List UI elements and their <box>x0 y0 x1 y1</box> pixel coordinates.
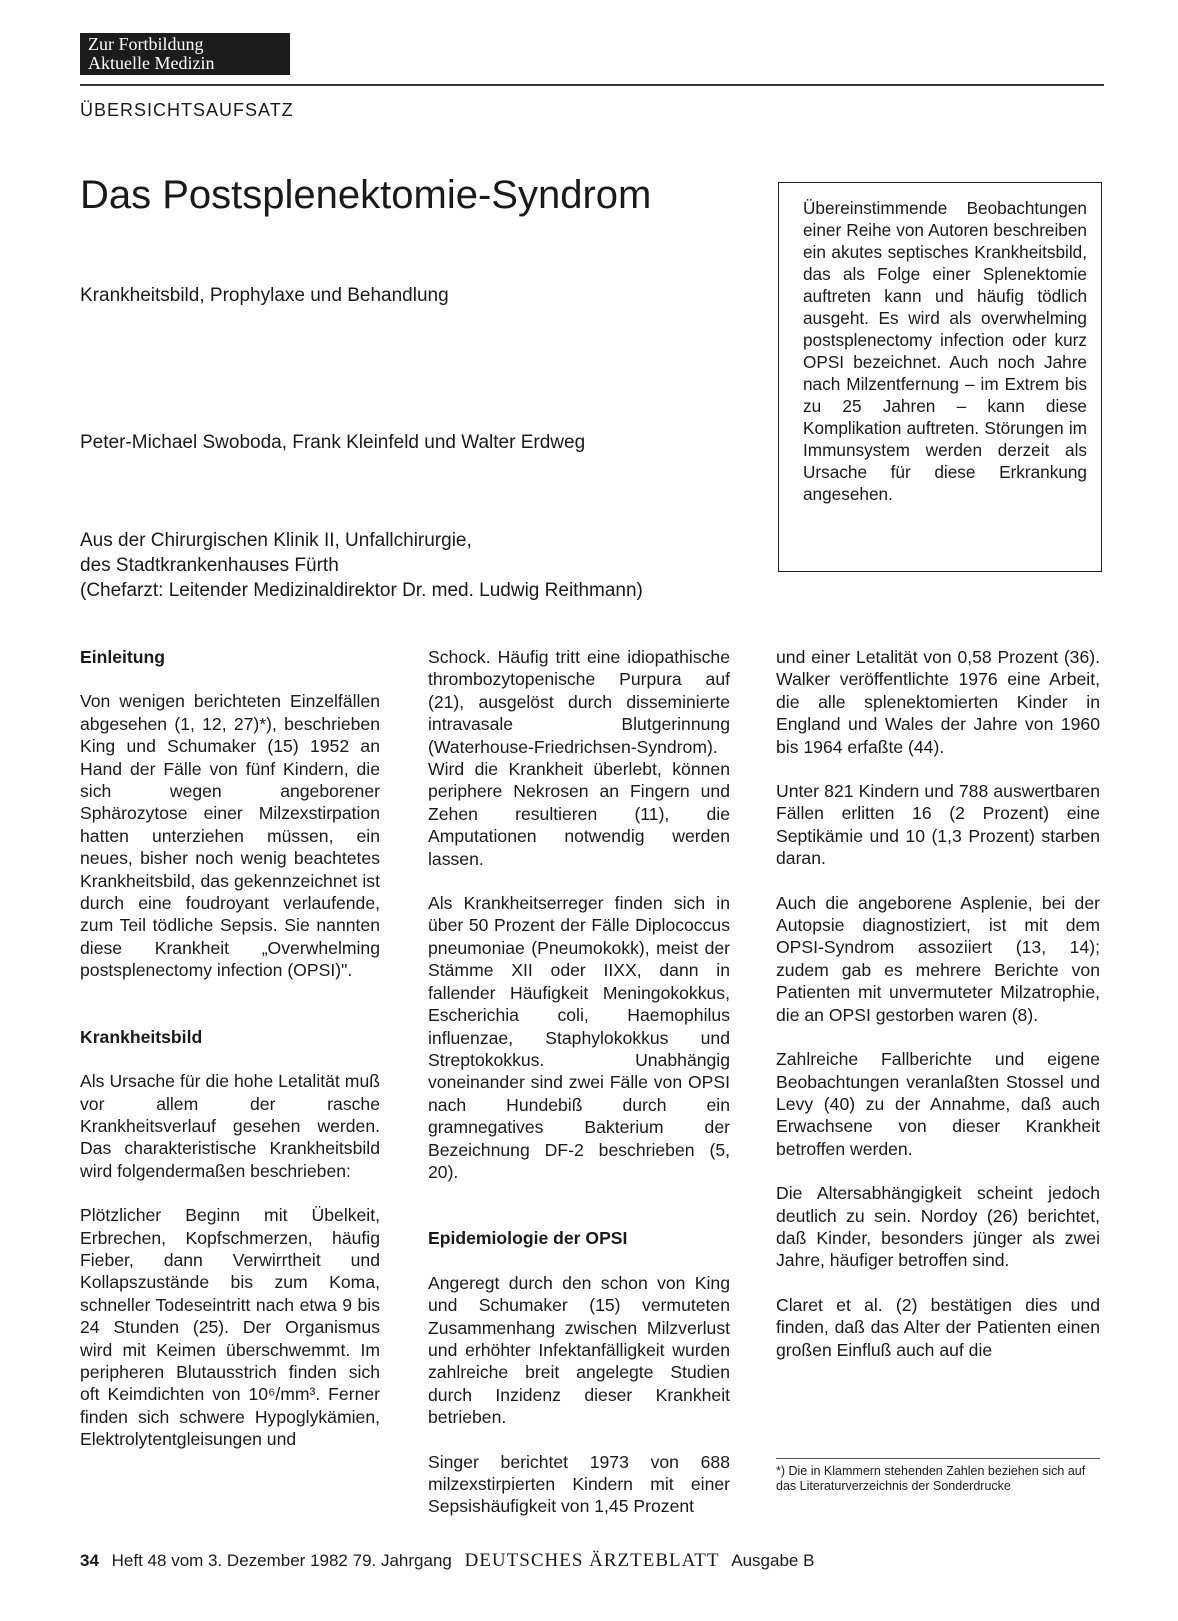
paragraph: Als Krankheitserreger finden sich in über 50 Prozent der Fälle Diplococcus pneumoniae (Pneumokokk), meist der Stämme XII oder IIXX, dann in fallender Häufigkeit Meningokokkus, Escherichia coli, Haemophilus influenzae, Staphylokokkus und Streptokokkus. Unabhängig voneinander sind zwei Fälle von OPSI nach Hundebiß durch ein gramnegatives Bakterium der Bezeichnung DF-2 beschrieben (5, 20). <box>428 893 730 1182</box>
heading-einleitung: Einleitung <box>80 647 166 667</box>
article-affiliation <box>80 528 643 603</box>
edition: Ausgabe B <box>731 1551 815 1570</box>
article-subtitle: Krankheitsbild, Prophylaxe und Behandlung <box>80 285 449 306</box>
affiliation-line: Aus der Chirurgischen Klinik II, Unfallchirurgie, <box>80 530 472 551</box>
paragraph: Angeregt durch den schon von King und Schumaker (15) vermuteten Zusammenhang zwischen Milzverlust und erhöhter Infektanfälligkeit wurden zahlreiche breit angelegte Studien durch Inzidenz dieser Krankheit betrieben. <box>428 1272 730 1428</box>
page-footer <box>80 1550 814 1572</box>
paragraph: Schock. Häufig tritt eine idiopathische thrombozytopenische Purpura auf (21), ausgelöst durch disseminierte intravasale Blutgerinnung (Waterhouse-Friedrichsen-Syndrom). Wird die Krankheit überlebt, können periphere Nekrosen an Fingern und Zehen resultieren (11), die Amputationen notwendig werden lassen. <box>428 647 730 869</box>
issue-info: Heft 48 vom 3. Dezember 1982 79. Jahrgang <box>111 1551 452 1570</box>
text-column-2 <box>428 646 730 1540</box>
paragraph: Claret et al. (2) bestätigen dies und finden, daß das Alter der Patienten einen großen Einfluß auch auf die <box>776 1294 1100 1360</box>
header-rule <box>80 84 1104 86</box>
section-tag <box>80 33 290 75</box>
paragraph: Unter 821 Kindern und 788 auswertbaren Fällen erlitten 16 (2 Prozent) eine Septikämie und 10 (1,3 Prozent) starben daran. <box>776 781 1100 869</box>
section-tag-line2: Aktuelle Medizin <box>88 53 215 73</box>
paragraph: Von wenigen berichteten Einzelfällen abgesehen (1, 12, 27)*), beschrieben King und Schumaker (15) 1952 an Hand der Fälle von fünf Kindern, die sich wegen angeborener Sphärozytose einer Milzexstirpation hatten unterziehen müssen, ein neues, bisher noch wenig beachtetes Krankheitsbild, das gekennzeichnet ist durch eine foudroyant verlaufende, zum Teil tödliche Sepsis. Sie nannten diese Krankheit „Overwhelming postsplenectomy infection (OPSI)". <box>80 691 380 981</box>
footnote: *) Die in Klammern stehenden Zahlen beziehen sich auf das Literaturverzeichnis der Sonderdrucke <box>776 1458 1100 1494</box>
paragraph: Plötzlicher Beginn mit Übelkeit, Erbrechen, Kopfschmerzen, häufig Fieber, dann Verwirrtheit und Kollapszustände bis zum Koma, schneller Todeseintritt nach etwa 9 bis 24 Stunden (25). Der Organismus wird mit Keimen überschwemmt. Im peripheren Blutausstrich finden sich oft Keimdichten von 10⁶/mm³. Ferner finden sich schwere Hypoglykämien, Elektrolytentgleisungen und <box>80 1205 380 1450</box>
abstract-box: Übereinstimmende Beobachtungen einer Reihe von Autoren beschreiben ein akutes septisches Krankheitsbild, das als Folge einer Splenektomie auftreten kann und häufig tödlich ausgeht. Es wird als overwhelming postsplenectomy infection oder kurz OPSI bezeichnet. Auch noch Jahre nach Milzentfernung – im Extrem bis zu 25 Jahren – kann diese Komplikation auftreten. Störungen im Immunsystem werden derzeit als Ursache für diese Erkrankung angesehen. <box>778 182 1102 572</box>
text-column-3 <box>776 646 1100 1383</box>
section-kicker: ÜBERSICHTSAUFSATZ <box>80 100 294 120</box>
article-title: Das Postsplenektomie-Syndrom <box>80 173 652 217</box>
paragraph: Die Altersabhängigkeit scheint jedoch deutlich zu sein. Nordoy (26) berichtet, daß Kinder, besonders jünger als zwei Jahre, häufiger betroffen sind. <box>776 1183 1100 1271</box>
paragraph: Singer berichtet 1973 von 688 milzexstirpierten Kindern mit einer Sepsishäufigkeit von 1,45 Prozent <box>428 1451 730 1517</box>
paragraph: Auch die angeborene Asplenie, bei der Autopsie diagnostiziert, ist mit dem OPSI-Syndrom assoziiert (13, 14); zudem gab es mehrere Berichte von Patienten mit unvermuteter Milzatrophie, die an OPSI gestorben waren (8). <box>776 892 1100 1025</box>
page-number: 34 <box>80 1551 99 1570</box>
section-tag-line1: Zur Fortbildung <box>88 34 204 54</box>
journal-name: DEUTSCHES ÄRZTEBLATT <box>464 1550 720 1571</box>
affiliation-line: des Stadtkrankenhauses Fürth <box>80 555 339 576</box>
heading-krankheitsbild: Krankheitsbild <box>80 1026 203 1047</box>
paragraph: Zahlreiche Fallberichte und eigene Beobachtungen veranlaßten Stossel und Levy (40) zu der Annahme, daß auch Erwachsene von dieser Krankheit betroffen werden. <box>776 1049 1100 1159</box>
paragraph: und einer Letalität von 0,58 Prozent (36). Walker veröffentlichte 1976 eine Arbeit, die alle splenektomierten Kinder in England und Wales der Jahre von 1960 bis 1964 erfaßte (44). <box>776 647 1100 757</box>
text-column-1 <box>80 646 380 1473</box>
heading-epidemiologie: Epidemiologie der OPSI <box>428 1228 628 1249</box>
article-authors: Peter-Michael Swoboda, Frank Kleinfeld und Walter Erdweg <box>80 432 586 453</box>
affiliation-line: (Chefarzt: Leitender Medizinaldirektor Dr. med. Ludwig Reithmann) <box>80 580 643 601</box>
paragraph: Als Ursache für die hohe Letalität muß vor allem der rasche Krankheitsverlauf gesehen werden. Das charakteristische Krankheitsbild wird folgendermaßen beschrieben: <box>80 1071 380 1181</box>
